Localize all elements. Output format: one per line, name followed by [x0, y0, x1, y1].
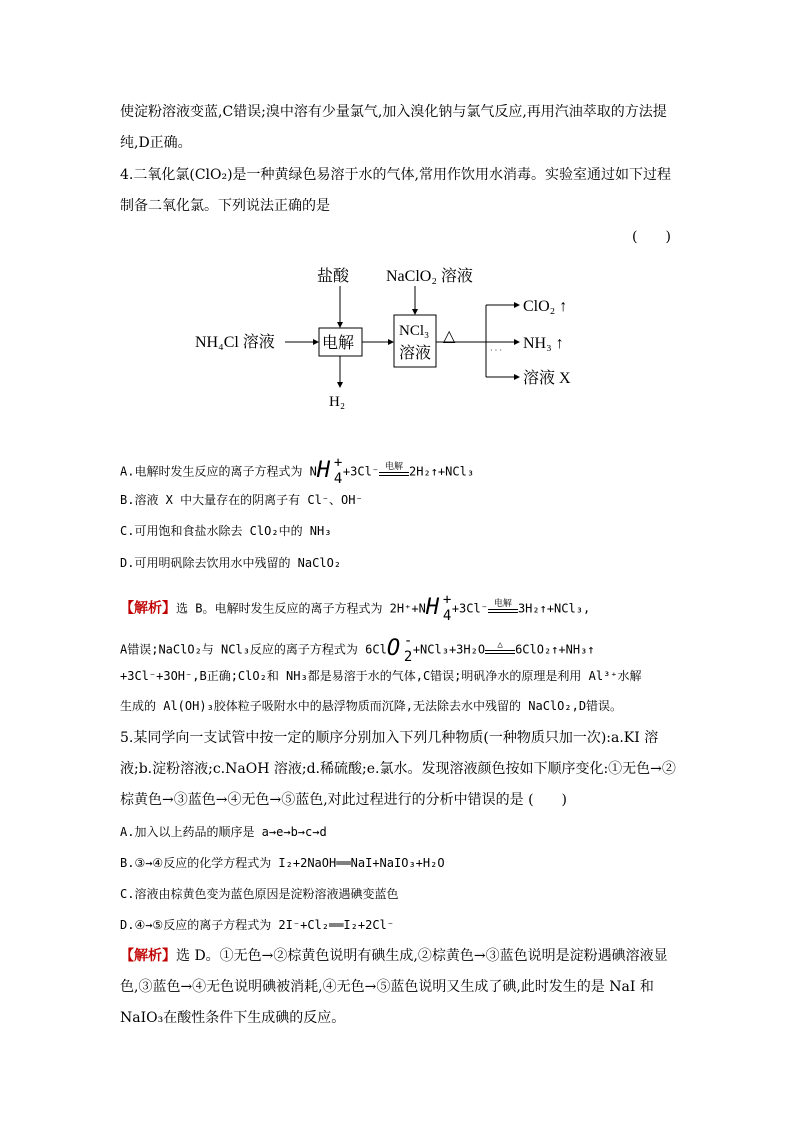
q5-stem-line-1: 5.某同学向一支试管中按一定的顺序分别加入下列几种物质(一种物质只加一次):a.KI 溶 [120, 730, 659, 746]
q5-stem-line-3: 棕黄色→③蓝色→④无色→⑤蓝色,对此过程进行的分析中错误的是 ( ) [120, 792, 568, 808]
ammonium-ion: H + 4 [316, 455, 343, 487]
q4-analysis-line-1: 【解析】选 B。电解时发生反应的离子方程式为 2H⁺+N H + 4 +3Cl⁻ 电解 3H₂↑+NCl₃, [120, 592, 591, 624]
q5-option-d: D.④→⑤反应的离子方程式为 2I⁻+Cl₂══I₂+2Cl⁻ [120, 918, 395, 932]
heat-symbol: △ [443, 328, 456, 345]
q4-stem-line-1: 4.二氧化氯(ClO₂)是一种黄绿色易溶于水的气体,常用作饮用水消毒。实验室通过如下过程 [120, 167, 672, 183]
q5-analysis-line-1: 【解析】选 D。①无色→②棕黄色说明有碘生成,②棕黄色→③蓝色说明是淀粉遇碘溶液显 [120, 948, 668, 964]
q4-analysis-line-4: 生成的 Al(OH)₃胶体粒子吸附水中的悬浮物质而沉降,无法除去水中残留的 NaClO₂,D错误。 [120, 699, 623, 713]
q4-analysis-line-2: A错误;NaClO₂与 NCl₃反应的离子方程式为 6Cl O - 2 +NCl₃+3H₂O △ 6ClO₂↑+NH₃↑ [120, 633, 595, 665]
ncl3-solution-label: 溶液 [399, 345, 432, 362]
q4-option-d: D.可用明矾除去饮用水中残留的 NaClO₂ [120, 556, 342, 570]
nh4cl-label: NH₄Cl 溶液 [195, 334, 275, 351]
ncl3-label: NCl₃ [399, 323, 430, 339]
hcl-label: 盐酸 [317, 268, 350, 285]
q5-analysis-line-2: 色,③蓝色→④无色说明碘被消耗,④无色→⑤蓝色说明又生成了碘,此时发生的是 NaI 和 [120, 979, 654, 995]
q4-option-c: C.可用饱和食盐水除去 ClO₂中的 NH₃ [120, 524, 332, 538]
q4-option-b: B.溶液 X 中大量存在的阴离子有 Cl⁻、OH⁻ [120, 493, 363, 507]
q5-stem-line-2: 液;b.淀粉溶液;c.NaOH 溶液;d.稀硫酸;e.氯水。发现溶液颜色按如下顺序变化:①无色→② [120, 761, 676, 777]
intro-line-1: 使淀粉溶液变蓝,C错误;溴中溶有少量氯气,加入溴化钠与氯气反应,再用汽油萃取的方法提 [120, 104, 667, 120]
process-diagram [190, 258, 610, 418]
q5-option-b: B.③→④反应的化学方程式为 I₂+2NaOH══NaI+NaIO₃+H₂O [120, 856, 445, 870]
ammonium-ion: H + 4 [425, 592, 452, 624]
h2-label: H₂ [329, 394, 346, 410]
solution-x-label: 溶液 X [523, 370, 571, 387]
nh3-product-label: NH₃ ↑ [523, 335, 564, 352]
q5-analysis-line-3: NaIO₃在酸性条件下生成碘的反应。 [120, 1010, 346, 1026]
answer-paren: ( ) [632, 229, 671, 245]
clo2-product-label: ClO₂ ↑ [523, 298, 568, 315]
intro-line-2: 纯,D正确。 [120, 135, 192, 151]
analysis-tag: 【解析】 [120, 600, 176, 617]
analysis-tag: 【解析】 [120, 948, 176, 964]
svg-text:· · ·: · · · [490, 346, 502, 355]
q4-analysis-line-3: +3Cl⁻+3OH⁻,B正确;ClO₂和 NH₃都是易溶于水的气体,C错误;明矾净水的原理是利用 Al³⁺水解 [120, 669, 642, 683]
q5-option-a: A.加入以上药品的顺序是 a→e→b→c→d [120, 825, 327, 839]
chlorite-ion: O - 2 [386, 633, 413, 665]
q4-stem-line-2: 制备二氧化氯。下列说法正确的是 [120, 198, 330, 214]
electrolysis-label: 电解 [322, 335, 355, 352]
q5-option-c: C.溶液由棕黄色变为蓝色原因是淀粉溶液遇碘变蓝色 [120, 887, 399, 901]
q4-option-a: A.电解时发生反应的离子方程式为 N H + 4 +3Cl⁻ 电解 2H₂↑+NCl₃ [120, 455, 475, 487]
naclo2-label: NaClO₂ 溶液 [386, 268, 473, 285]
